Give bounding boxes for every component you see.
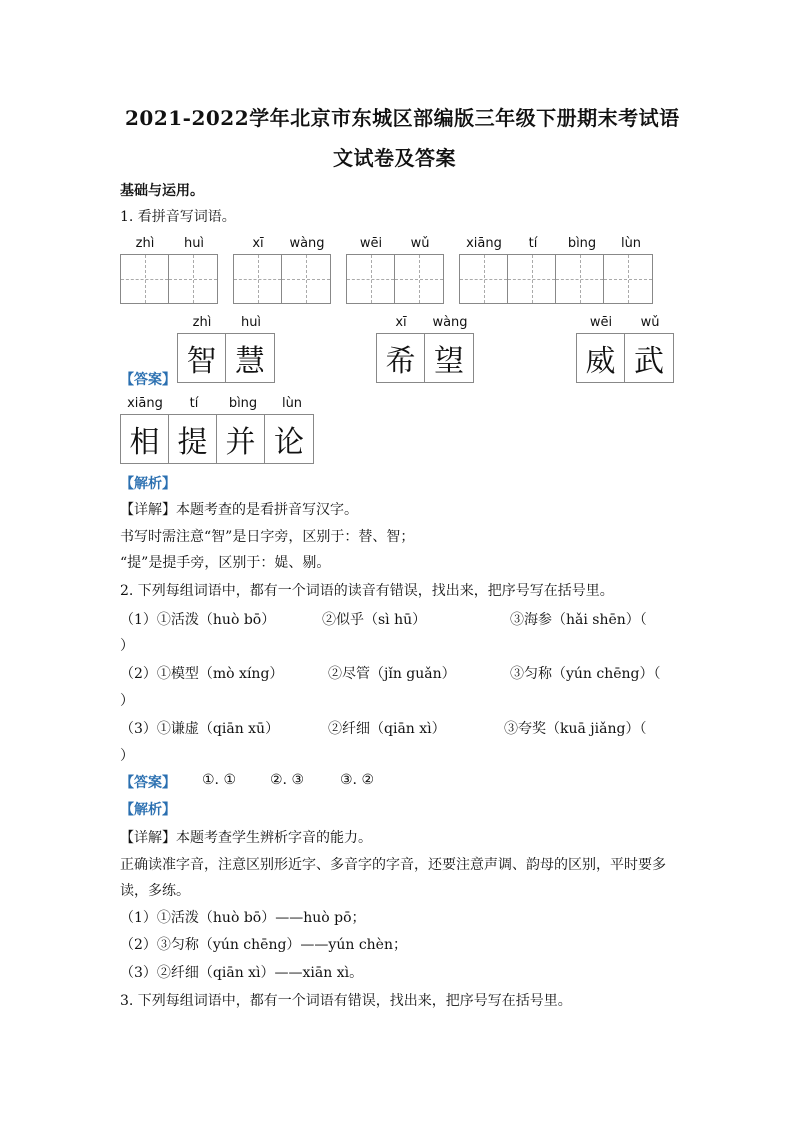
q2-row1-c: ③海参（hǎi shēn）（ [510,612,647,628]
grid-cell[interactable] [508,255,556,303]
q2-row1-a: （1）①活泼（huò bō） [120,612,276,628]
writing-grid-1[interactable] [120,254,218,304]
section-heading: 基础与运用。 [120,183,204,199]
pinyin-label: wàng [289,236,325,251]
grid-cell[interactable] [460,255,508,303]
note-line: 书写时需注意“智”是日字旁，区别于：替、智； [120,529,415,545]
answer-grid-4 [120,414,314,464]
answer-value: ②. ③ [270,772,305,788]
pinyin-label: zhì [135,236,155,251]
answer-label: 【答案】 [120,775,176,791]
pinyin-label: huì [183,236,205,251]
answer-blank-close[interactable]: ） [120,693,134,709]
explain-line: 正确读准字音，注意区别形近字、多音字的字音，还要注意声调、韵母的区别，平时要多 [120,857,666,873]
answer-char: 武 [634,344,664,379]
q2-row2-c: ③匀称（yún chēng）（ [510,666,661,682]
grid-cell[interactable] [282,255,330,303]
answer-label: 【答案】 [120,372,176,388]
answer-char: 慧 [235,344,265,379]
pinyin-label: xiāng [466,236,502,251]
q2-row1-b: ②似乎（sì hū） [322,612,427,628]
page-title-line1: 2021-2022学年北京市东城区部编版三年级下册期末考试语 [125,106,680,130]
grid-cell[interactable] [395,255,443,303]
answer-grid-3 [576,333,674,383]
writing-grid-4[interactable] [459,254,653,304]
answer-char: 望 [434,344,464,379]
answer-char: 论 [274,425,304,460]
q2-row3-a: （3）①谦虚（qiān xū） [120,721,280,737]
fix-line: （1）①活泼（huò bō）——huò pō； [120,910,366,926]
answer-pinyin: wǔ [640,315,660,330]
analysis-label: 【解析】 [120,476,176,492]
writing-grid-3[interactable] [346,254,444,304]
answer-char: 并 [217,415,265,463]
answer-pinyin: bìng [228,396,258,411]
pinyin-label: wēi [359,236,383,251]
answer-pinyin: xī [395,315,407,330]
answer-char: 提 [169,415,217,463]
answer-char: 威 [577,334,625,382]
q2-row2-b: ②尽管（jǐn guǎn） [328,666,456,682]
detail-line: 【详解】本题考查的是看拼音写汉字。 [120,502,358,518]
fix-line: （3）②纤细（qiān xì）——xiān xì。 [120,965,364,981]
analysis-label: 【解析】 [120,802,176,818]
pinyin-label: tí [528,236,538,251]
grid-cell[interactable] [169,255,217,303]
page-title-line2: 文试卷及答案 [333,146,456,170]
pinyin-label: bìng [567,236,597,251]
grid-cell[interactable] [556,255,604,303]
q2-row2-a: （2）①模型（mò xíng） [120,666,284,682]
grid-cell[interactable] [121,255,169,303]
answer-value: ①. ① [202,772,237,788]
grid-cell[interactable] [604,255,652,303]
pinyin-label: xī [252,236,264,251]
detail-line: 【详解】本题考查学生辨析字音的能力。 [120,830,372,846]
q2-row3-c: ③夸奖（kuā jiǎng）（ [504,721,647,737]
pinyin-label: lùn [620,236,642,251]
answer-blank-close[interactable]: ） [120,748,134,764]
pinyin-label: wǔ [410,236,430,251]
q3-prompt: 3. 下列每组词语中，都有一个词语有错误，找出来，把序号写在括号里。 [120,993,572,1009]
answer-blank-close[interactable]: ） [120,638,134,654]
explain-line: 读，多练。 [120,883,190,899]
q1-prompt: 1. 看拼音写词语。 [120,209,236,225]
answer-pinyin: wàng [432,315,468,330]
answer-pinyin: tí [189,396,199,411]
answer-pinyin: wēi [589,315,613,330]
answer-grid-1 [177,333,275,383]
note-line: “提”是提手旁，区别于：媞、剔。 [120,555,331,571]
q2-row3-b: ②纤细（qiān xì） [328,721,446,737]
answer-pinyin: xiāng [127,396,163,411]
answer-value: ③. ② [340,772,375,788]
fix-line: （2）③匀称（yún chēng）——yún chèn； [120,937,407,953]
answer-pinyin: lùn [281,396,303,411]
answer-char: 相 [121,415,169,463]
answer-char: 希 [377,334,425,382]
grid-cell[interactable] [347,255,395,303]
answer-pinyin: zhì [192,315,212,330]
answer-grid-2 [376,333,474,383]
writing-grid-2[interactable] [233,254,331,304]
q2-prompt: 2. 下列每组词语中，都有一个词语的读音有错误，找出来，把序号写在括号里。 [120,583,614,599]
grid-cell[interactable] [234,255,282,303]
answer-pinyin: huì [240,315,262,330]
answer-char: 智 [178,334,226,382]
